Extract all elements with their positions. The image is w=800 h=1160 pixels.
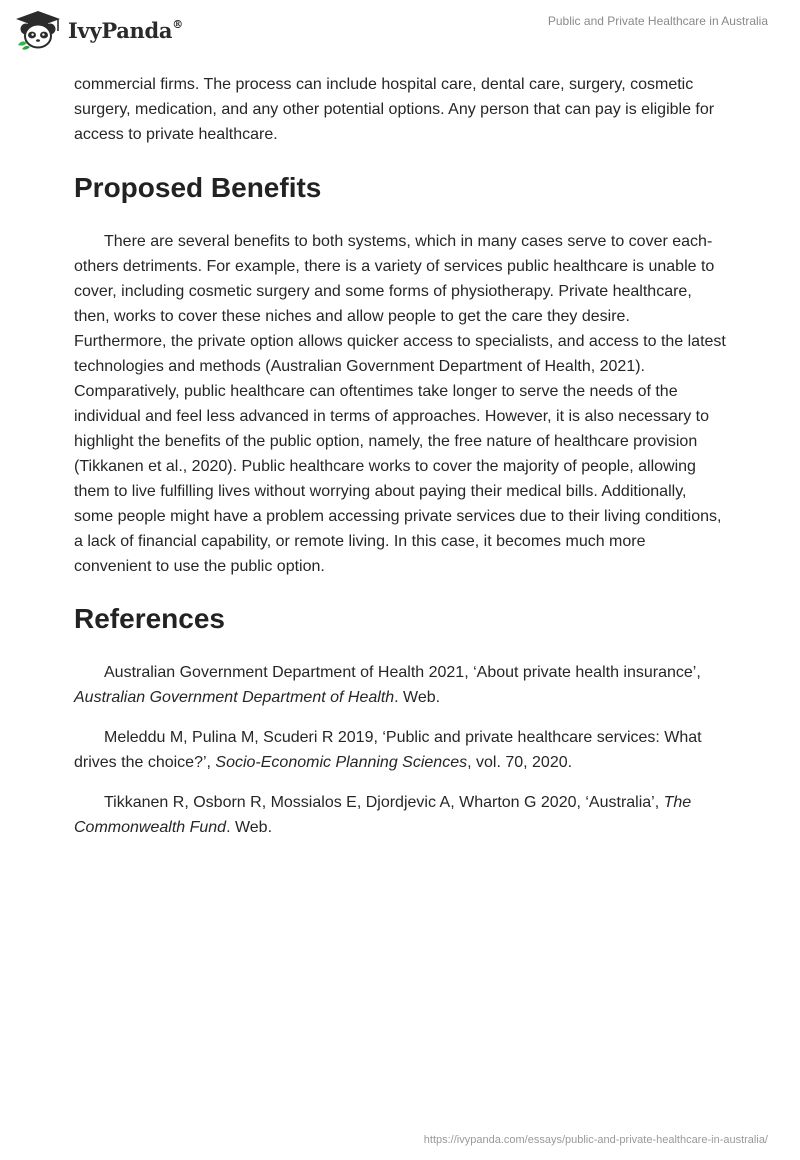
brand-name: IvyPanda® bbox=[68, 17, 183, 43]
benefits-heading: Proposed Benefits bbox=[74, 172, 322, 203]
reference-item: Meleddu M, Pulina M, Scuderi R 2019, ‘Public and private healthcare services: What drives the choice?’, Socio-Economic Planning Sciences, vol. 70, 2020. bbox=[74, 729, 702, 771]
references-heading: References bbox=[74, 603, 225, 634]
reference-item: Australian Government Department of Health 2021, ‘About private health insurance’, Australian Government Department of Health. Web. bbox=[74, 664, 701, 706]
document-title: Public and Private Healthcare in Australia bbox=[547, 14, 768, 28]
essay-content bbox=[74, 72, 726, 855]
footer-url-link[interactable]: https://ivypanda.com/essays/public-and-private-healthcare-in-australia/ bbox=[423, 1134, 768, 1146]
reference-item: Tikkanen R, Osborn R, Mossialos E, Djordjevic A, Wharton G 2020, ‘Australia’, The Commonwealth Fund. Web. bbox=[74, 794, 692, 836]
benefits-paragraph: There are several benefits to both systems, which in many cases serve to cover each-others detriments. For example, there is a variety of services public healthcare is unable to cover, including cosmetic surgery and some forms of physiotherapy. Private healthcare, then, works to cover these niches and allow people to get the care they desire. Furthermore, the private option allows quicker access to specialists, and access to the latest technologies and methods (Australian Government Department of Health, 2021). Comparatively, public healthcare can oftentimes take longer to serve the needs of the individual and feel less advanced in terms of approaches. However, it is also necessary to highlight the benefits of the public option, namely, the free nature of healthcare provision (Tikkanen et al., 2020). Public healthcare works to cover the majority of people, allowing them to live fulfilling lives without worrying about paying their medical bills. Additionally, some people might have a problem accessing private services due to their living conditions, a lack of financial capability, or remote living. In this case, it becomes much more convenient to use the public option. bbox=[74, 233, 726, 575]
ivypanda-logo[interactable] bbox=[14, 9, 183, 51]
panda-graduate-icon bbox=[14, 9, 62, 51]
intro-paragraph: commercial firms. The process can include hospital care, dental care, surgery, cosmetic surgery, medication, and any other potential options. Any person that can pay is eligible for access to private healthcare. bbox=[74, 76, 715, 143]
page-header bbox=[0, 0, 800, 64]
